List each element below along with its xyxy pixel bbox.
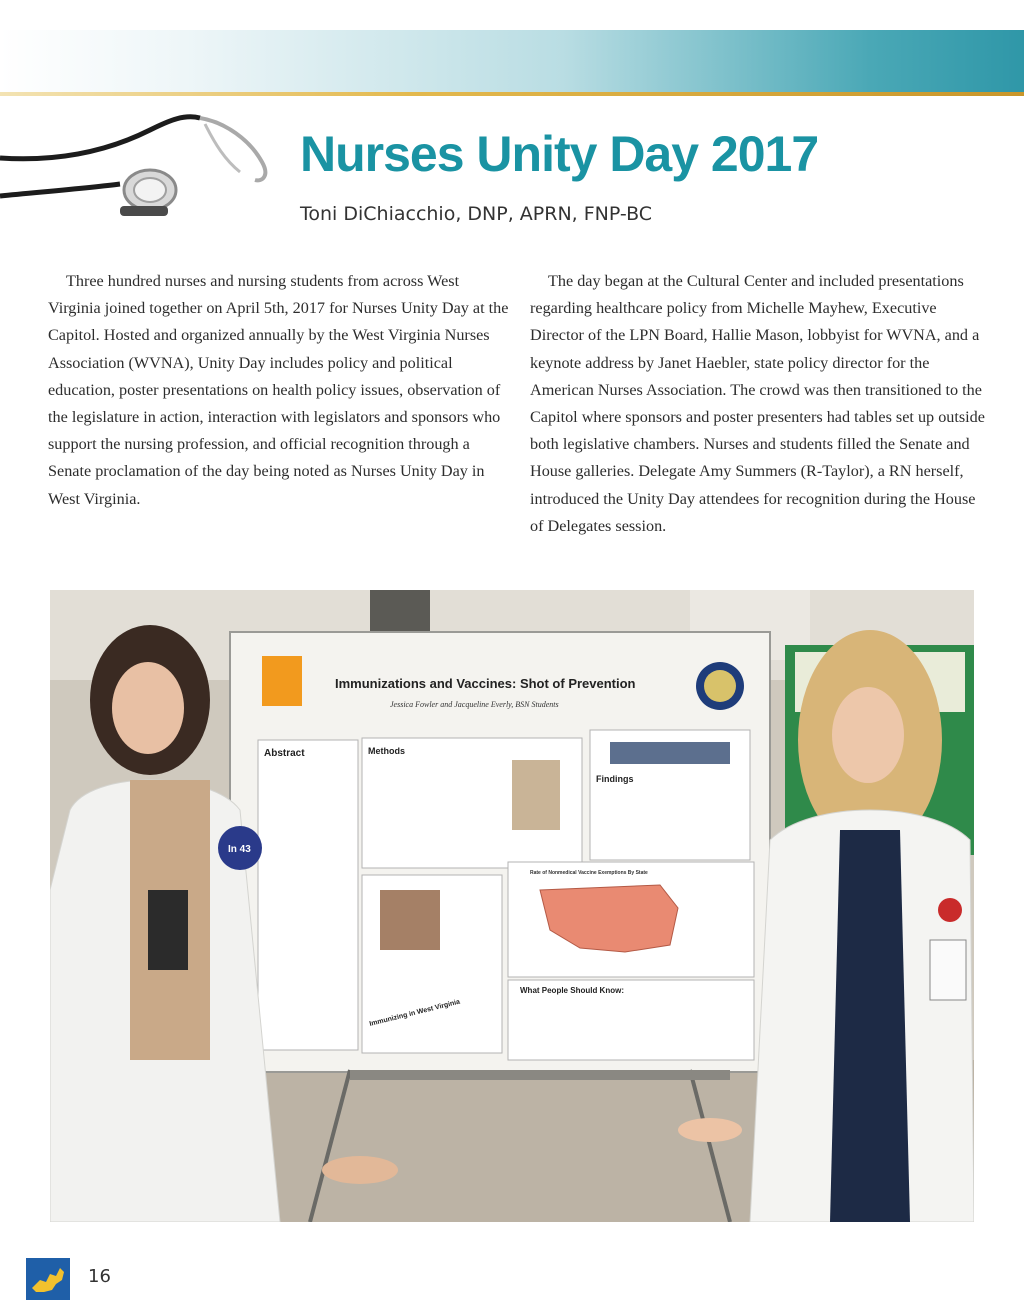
poster-photo-child bbox=[512, 760, 560, 830]
poster-authors: Jessica Fowler and Jacqueline Everly, BSN Students bbox=[390, 700, 559, 709]
stethoscope-icon bbox=[0, 100, 290, 230]
id-badge-right bbox=[930, 940, 966, 1000]
map-title: Rate of Nonmedical Vaccine Exemptions By State bbox=[530, 870, 648, 876]
article-column-left bbox=[48, 268, 510, 513]
person-left-face bbox=[112, 662, 184, 754]
paragraph-left: Three hundred nurses and nursing students from across West Virginia joined together on April 5th, 2017 for Nurses Unity Day at the Capitol. Hosted and organized annually by the West Virginia Nurses Association (WVNA), Unity Day includes policy and political education, poster presentations on health policy issues, observation of the legislature in action, interaction with legislators and sponsors who support the nursing profession, and official recognition through a Senate proclamation of the day being noted as Nurses Unity Day in West Virginia. bbox=[48, 272, 509, 508]
badge-reel-icon bbox=[938, 898, 962, 922]
poster-section-what-people: What People Should Know: bbox=[520, 986, 624, 995]
event-photo bbox=[50, 590, 974, 1222]
article-byline: Toni DiChiacchio, DNP, APRN, FNP-BC bbox=[300, 203, 653, 225]
id-badge-left bbox=[148, 890, 188, 970]
person-right-face bbox=[832, 687, 904, 783]
photo-illustration bbox=[50, 590, 974, 1222]
page-number: 16 bbox=[88, 1266, 111, 1287]
header-gradient-band bbox=[0, 30, 1024, 92]
poster-section-findings: Findings bbox=[596, 774, 634, 784]
poster-photo-infant bbox=[380, 890, 440, 950]
poster-section-abstract: Abstract bbox=[264, 748, 305, 759]
poster-title: Immunizations and Vaccines: Shot of Prevention bbox=[335, 676, 636, 691]
poster-section-methods: Methods bbox=[368, 746, 405, 756]
west-virginia-logo-icon bbox=[26, 1258, 70, 1300]
header-gold-rule bbox=[0, 92, 1024, 96]
in43-button-text: In 43 bbox=[228, 844, 251, 855]
article-column-right bbox=[530, 268, 992, 540]
article-title: Nurses Unity Day 2017 bbox=[300, 126, 819, 182]
wvu-logo-icon bbox=[262, 656, 302, 706]
poster-section-immunizing: Immunizing in West Virginia bbox=[368, 998, 461, 1028]
paragraph-right: The day began at the Cultural Center and included presentations regarding healthcare policy from Michelle Mayhew, Executive Director of the LPN Board, Hallie Mason, lobbyist for WVNA, and a keynote address by Janet Haebler, state policy director for the American Nurses Association. The crowd was then transitioned to the Capitol where sponsors and poster presenters had tables set up outside both legislative chambers. Nurses and students filled the Senate and House galleries. Delegate Amy Summers (R-Taylor), a RN herself, introduced the Unity Day attendees for recognition during the House of Delegates session. bbox=[530, 272, 985, 535]
